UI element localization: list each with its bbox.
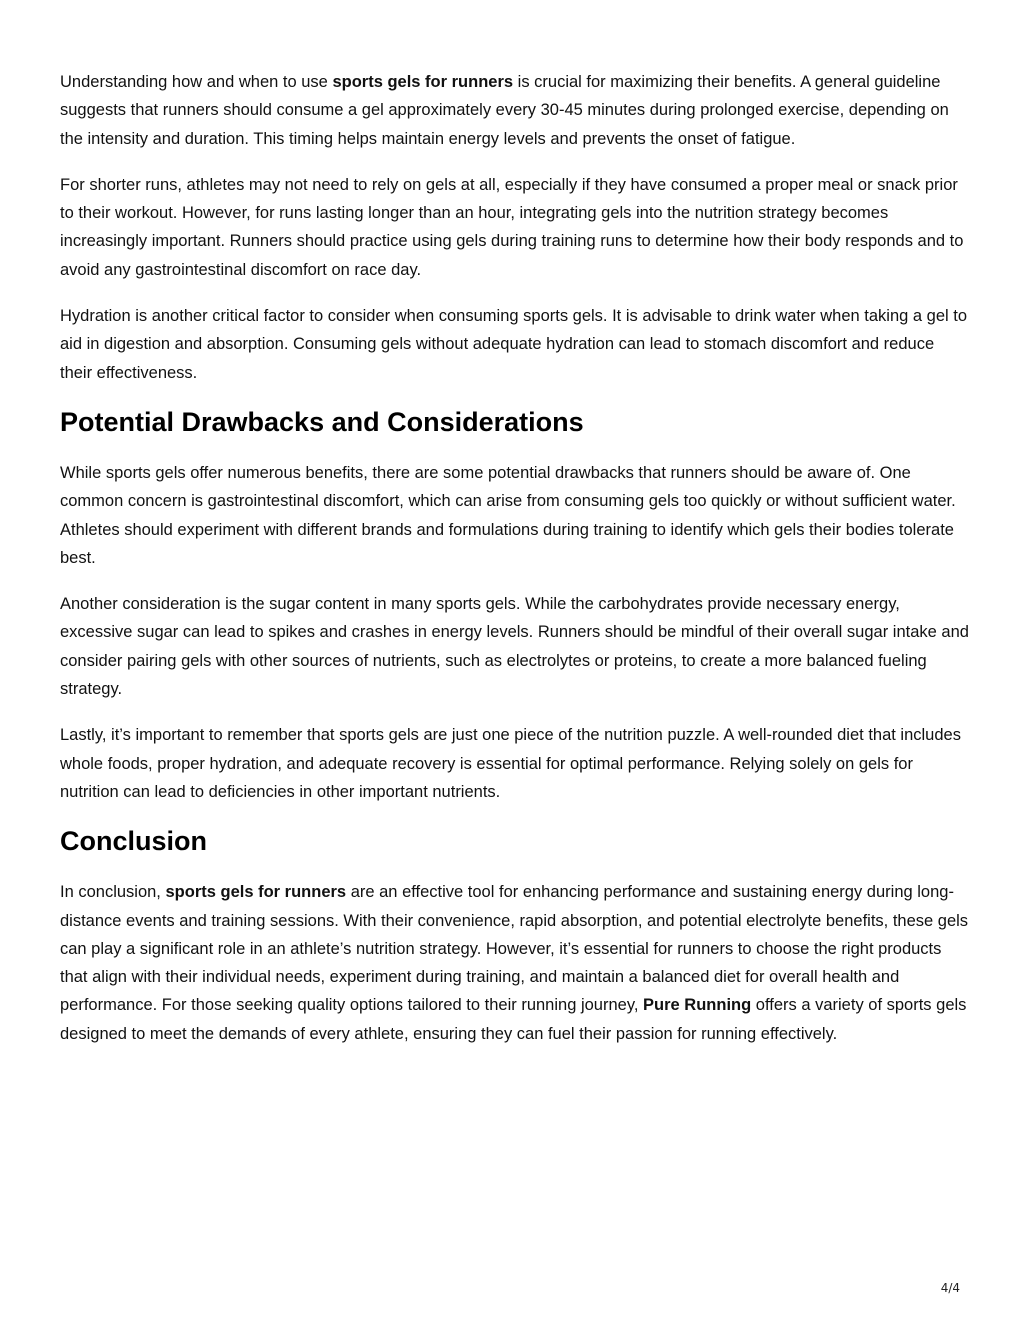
paragraph-gi-discomfort: While sports gels offer numerous benefits, there are some potential drawbacks that runners should be aware of. One common concern is gastrointestinal discomfort, which can arise from consuming gels too quickly or without sufficient water. Athletes should experiment with different brands and formulations during training to identify which gels their bodies tolerate best. (60, 463, 956, 567)
paragraph-sugar-content: Another consideration is the sugar content in many sports gels. While the carbohydrates provide necessary energy, excessive sugar can lead to spikes and crashes in energy levels. Runners should be mindful of their overall sugar intake and consider pairing gels with other sources of nutrients, such as electrolytes or proteins, to create a more balanced fueling strategy. (60, 595, 969, 699)
paragraph-conclusion: In conclusion, sports gels for runners are an effective tool for enhancing performance and sustaining energy during long-distance events and training sessions. With their convenience, rapid absorption, and potential electrolyte benefits, these gels can play a significant role in an athlete’s nutrition strategy. However, it’s essential for runners to choose the right products that align with their individual needs, experiment during training, and maintain a balanced diet for overall health and performance. For those seeking quality options tailored to their running journey, Pure Running offers a variety of sports gels designed to meet the demands of every athlete, ensuring they can fuel their passion for running effectively. (60, 883, 969, 1043)
page-number: 4/4 (940, 1281, 960, 1295)
document-body (60, 68, 970, 1066)
paragraph-nutrition-puzzle: Lastly, it’s important to remember that sports gels are just one piece of the nutrition puzzle. A well-rounded diet that includes whole foods, proper hydration, and adequate recovery is essential for optimal performance. Relying solely on gels for nutrition can lead to deficiencies in other important nutrients. (60, 726, 961, 801)
keyword-sports-gels: sports gels for runners (332, 73, 514, 91)
paragraph-hydration: Hydration is another critical factor to consider when consuming sports gels. It is advisable to drink water when taking a gel to aid in digestion and absorption. Consuming gels without adequate hydration can lead to stomach discomfort and reduce their effectiveness. (60, 307, 968, 382)
heading-drawbacks: Potential Drawbacks and Considerations (60, 406, 584, 437)
paragraph-shorter-runs: For shorter runs, athletes may not need to rely on gels at all, especially if they have consumed a proper meal or snack prior to their workout. However, for runs lasting longer than an hour, integrating gels into the nutrition strategy becomes increasingly important. Runners should practice using gels during training runs to determine how their body responds and to avoid any gastrointestinal discomfort on race day. (60, 175, 964, 279)
keyword-sports-gels-conclusion: sports gels for runners (165, 883, 347, 902)
brand-pure-running: Pure Running (643, 996, 752, 1015)
heading-conclusion: Conclusion (60, 826, 207, 857)
paragraph-gel-timing: Understanding how and when to use sports gels for runners is crucial for maximizing their benefits. A general guideline suggests that runners should consume a gel approximately every 30-45 minutes during prolonged exercise, depending on the intensity and duration. This timing helps maintain energy levels and prevents the onset of fatigue. (60, 73, 949, 148)
